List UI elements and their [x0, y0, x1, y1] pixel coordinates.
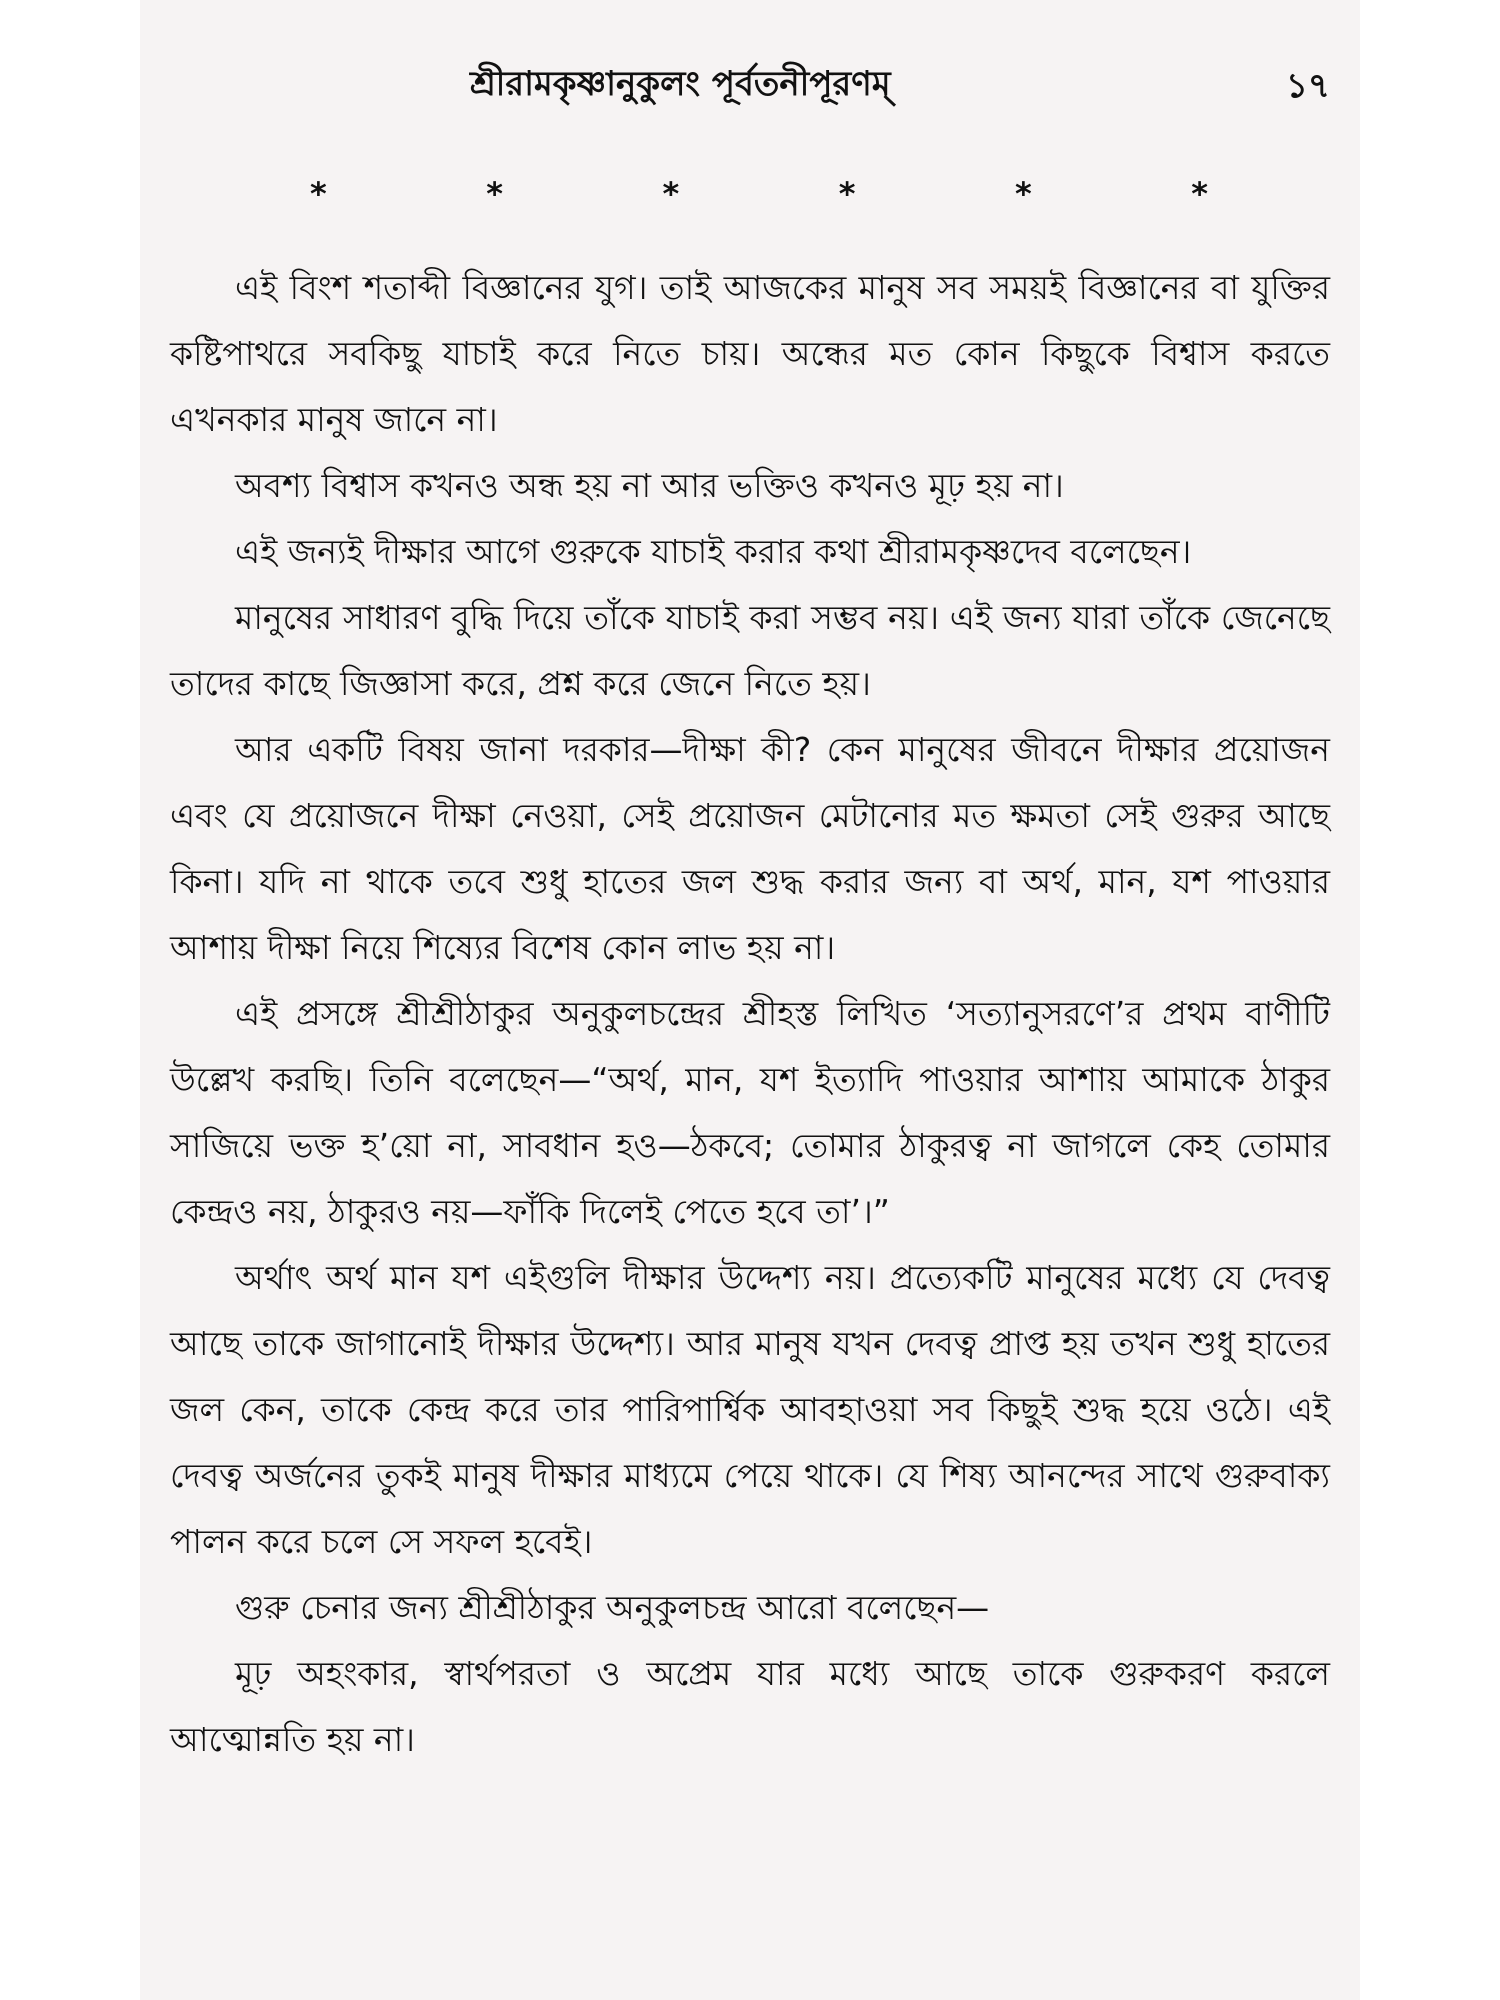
paragraph: আর একটি বিষয় জানা দরকার—দীক্ষা কী? কেন মানুষের জীবনে দীক্ষার প্রয়োজন এবং যে প্রয়োজনে দীক্ষা নেওয়া, সেই প্রয়োজন মেটানোর মত ক্ষমতা সেই গুরুর আছে কিনা। যদি না থাকে তবে শুধু হাতের জল শুদ্ধ করার জন্য বা অর্থ, মান, যশ পাওয়ার আশায় দীক্ষা নিয়ে শিষ্যের বিশেষ কোন লাভ হয় না।	[170, 730, 1330, 967]
paragraph: অবশ্য বিশ্বাস কখনও অন্ধ হয় না আর ভক্তিও কখনও মূঢ় হয় না।	[235, 466, 1064, 505]
body-text	[170, 255, 1330, 1773]
section-divider: * * * * * *	[310, 175, 1210, 213]
paragraph: এই বিংশ শতাব্দী বিজ্ঞানের যুগ। তাই আজকের মানুষ সব সময়ই বিজ্ঞানের বা যুক্তির কষ্টিপাথরে সবকিছু যাচাই করে নিতে চায়। অন্ধের মত কোন কিছুকে বিশ্বাস করতে এখনকার মানুষ জানে না।	[170, 268, 1330, 439]
paragraph: এই প্রসঙ্গে শ্রীশ্রীঠাকুর অনুকুলচন্দ্রের শ্রীহস্ত লিখিত ‘সত্যানুসরণে’র প্রথম বাণীটি উল্লেখ করছি। তিনি বলেছেন—“অর্থ, মান, যশ ইত্যাদি পাওয়ার আশায় আমাকে ঠাকুর সাজিয়ে ভক্ত হ’য়ো না, সাবধান হও—ঠকবে; তোমার ঠাকুরত্ব না জাগলে কেহ তোমার কেন্দ্রও নয়, ঠাকুরও নয়—ফাঁকি দিলেই পেতে হবে তা’।”	[170, 994, 1330, 1231]
paragraph: মূঢ় অহংকার, স্বার্থপরতা ও অপ্রেম যার মধ্যে আছে তাকে গুরুকরণ করলে আত্মোন্নতি হয় না।	[170, 1654, 1330, 1759]
running-title: শ্রীরামকৃষ্ণানুকুলং পূর্বতনীপূরণম্	[470, 64, 891, 104]
paragraph: অর্থাৎ অর্থ মান যশ এইগুলি দীক্ষার উদ্দেশ্য নয়। প্রত্যেকটি মানুষের মধ্যে যে দেবত্ব আছে তাকে জাগানোই দীক্ষার উদ্দেশ্য। আর মানুষ যখন দেবত্ব প্রাপ্ত হয় তখন শুধু হাতের জল কেন, তাকে কেন্দ্র করে তার পারিপার্শ্বিক আবহাওয়া সব কিছুই শুদ্ধ হয়ে ওঠে। এই দেবত্ব অর্জনের তুকই মানুষ দীক্ষার মাধ্যমে পেয়ে থাকে। যে শিষ্য আনন্দের সাথে গুরুবাক্য পালন করে চলে সে সফল হবেই।	[170, 1258, 1330, 1561]
paragraph: মানুষের সাধারণ বুদ্ধি দিয়ে তাঁকে যাচাই করা সম্ভব নয়। এই জন্য যারা তাঁকে জেনেছে তাদের কাছে জিজ্ঞাসা করে, প্রশ্ন করে জেনে নিতে হয়।	[170, 598, 1330, 703]
book-page	[140, 0, 1360, 2000]
page-number: ১৭	[1285, 66, 1330, 106]
paragraph: এই জন্যই দীক্ষার আগে গুরুকে যাচাই করার কথা শ্রীরামকৃষ্ণদেব বলেছেন।	[235, 532, 1192, 571]
paragraph: গুরু চেনার জন্য শ্রীশ্রীঠাকুর অনুকুলচন্দ্র আরো বলেছেন—	[235, 1588, 990, 1627]
page-header	[140, 58, 1360, 118]
